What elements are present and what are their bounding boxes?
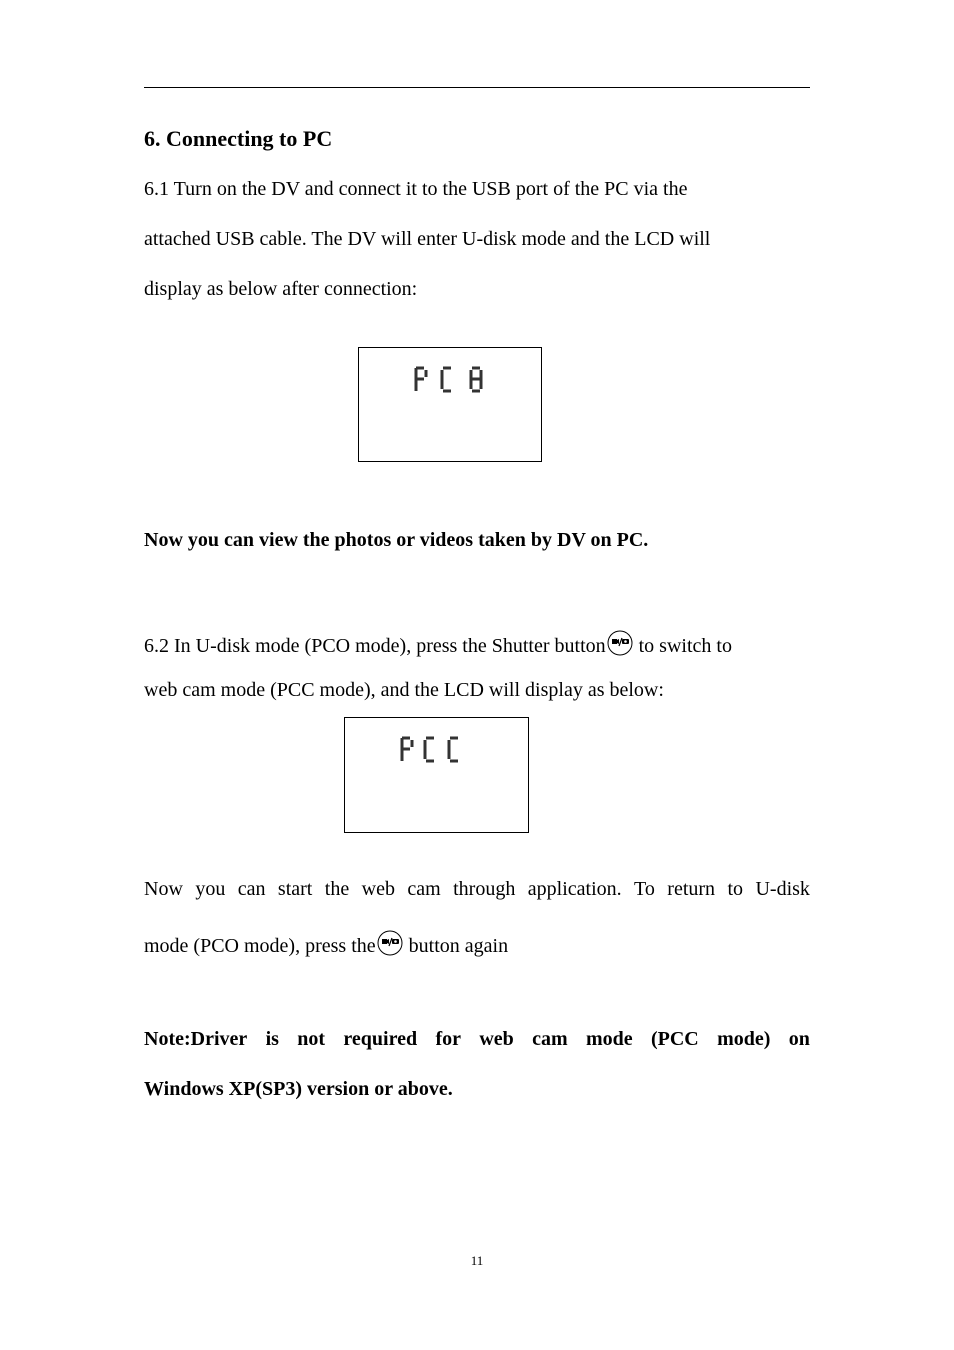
note-line-2: Windows XP(SP3) version or above. bbox=[144, 1078, 453, 1100]
lcd-char-3 bbox=[471, 368, 481, 391]
view-photos-note: Now you can view the photos or videos taken by DV on PC. bbox=[144, 529, 649, 551]
header-rule bbox=[144, 87, 810, 88]
paragraph-6-3-word: cam bbox=[407, 878, 441, 900]
note-line-1 bbox=[144, 1028, 810, 1051]
lcd-char-1 bbox=[416, 368, 426, 391]
section-heading: 6. Connecting to PC bbox=[144, 126, 333, 151]
lcd-display-pcc bbox=[344, 717, 529, 833]
note-word: mode bbox=[585, 1028, 633, 1050]
note-word: is bbox=[265, 1028, 279, 1050]
paragraph-6-3-line-1 bbox=[144, 878, 810, 901]
paragraph-6-3-text-a: mode (PCO mode), press the bbox=[144, 935, 376, 957]
lcd-segments-pcc bbox=[345, 718, 530, 834]
note-word: not bbox=[297, 1028, 326, 1050]
lcd-char-2 bbox=[442, 368, 451, 391]
note-word: required bbox=[343, 1028, 418, 1050]
paragraph-6-1-line-1: 6.1 Turn on the DV and connect it to the USB port of the PC via the bbox=[144, 178, 688, 200]
note-word: mode) bbox=[717, 1028, 771, 1050]
paragraph-6-3-word: the bbox=[324, 878, 350, 900]
paragraph-6-3-text-b: button again bbox=[403, 935, 509, 957]
note-justified bbox=[144, 1028, 810, 1051]
paragraph-6-3-word: return bbox=[667, 878, 716, 900]
note-word: Note:Driver bbox=[144, 1028, 248, 1050]
paragraph-6-1-line-2: attached USB cable. The DV will enter U-disk mode and the LCD will bbox=[144, 228, 711, 250]
paragraph-6-3-word: you bbox=[195, 878, 226, 900]
paragraph-6-2-text-a: 6.2 In U-disk mode (PCO mode), press the Shutter button bbox=[144, 635, 606, 657]
paragraph-6-3-word: Now bbox=[144, 878, 183, 900]
paragraph-6-3-word: start bbox=[277, 878, 313, 900]
paragraph-6-3-word: web bbox=[361, 878, 395, 900]
paragraph-6-2-line-1 bbox=[144, 630, 810, 658]
paragraph-6-3-word: application. bbox=[527, 878, 622, 900]
lcd-display-pco bbox=[358, 347, 542, 462]
paragraph-6-2-text-b: to switch to bbox=[633, 635, 732, 657]
paragraph-6-3-line-2 bbox=[144, 930, 810, 958]
paragraph-6-3-word: To bbox=[634, 878, 655, 900]
note-word: web bbox=[479, 1028, 514, 1050]
lcd-segments-pco bbox=[359, 348, 543, 463]
note-word: on bbox=[788, 1028, 810, 1050]
lcd-char-3 bbox=[449, 738, 458, 761]
note-word: (PCC bbox=[650, 1028, 699, 1050]
note-word: for bbox=[435, 1028, 461, 1050]
lcd-char-2 bbox=[425, 738, 434, 761]
paragraph-6-3-word: can bbox=[237, 878, 266, 900]
paragraph-6-1-line-3: display as below after connection: bbox=[144, 278, 418, 300]
page-number: 11 bbox=[470, 1253, 484, 1268]
paragraph-6-3-word: through bbox=[453, 878, 516, 900]
lcd-char-1 bbox=[402, 738, 412, 761]
shutter-icon bbox=[606, 630, 634, 656]
note-word: cam bbox=[532, 1028, 568, 1050]
paragraph-6-3-justified bbox=[144, 878, 810, 901]
paragraph-6-3-word: U-disk bbox=[755, 878, 810, 900]
shutter-icon bbox=[376, 930, 404, 956]
paragraph-6-2-line-2: web cam mode (PCC mode), and the LCD will display as below: bbox=[144, 679, 664, 701]
paragraph-6-3-word: to bbox=[727, 878, 744, 900]
